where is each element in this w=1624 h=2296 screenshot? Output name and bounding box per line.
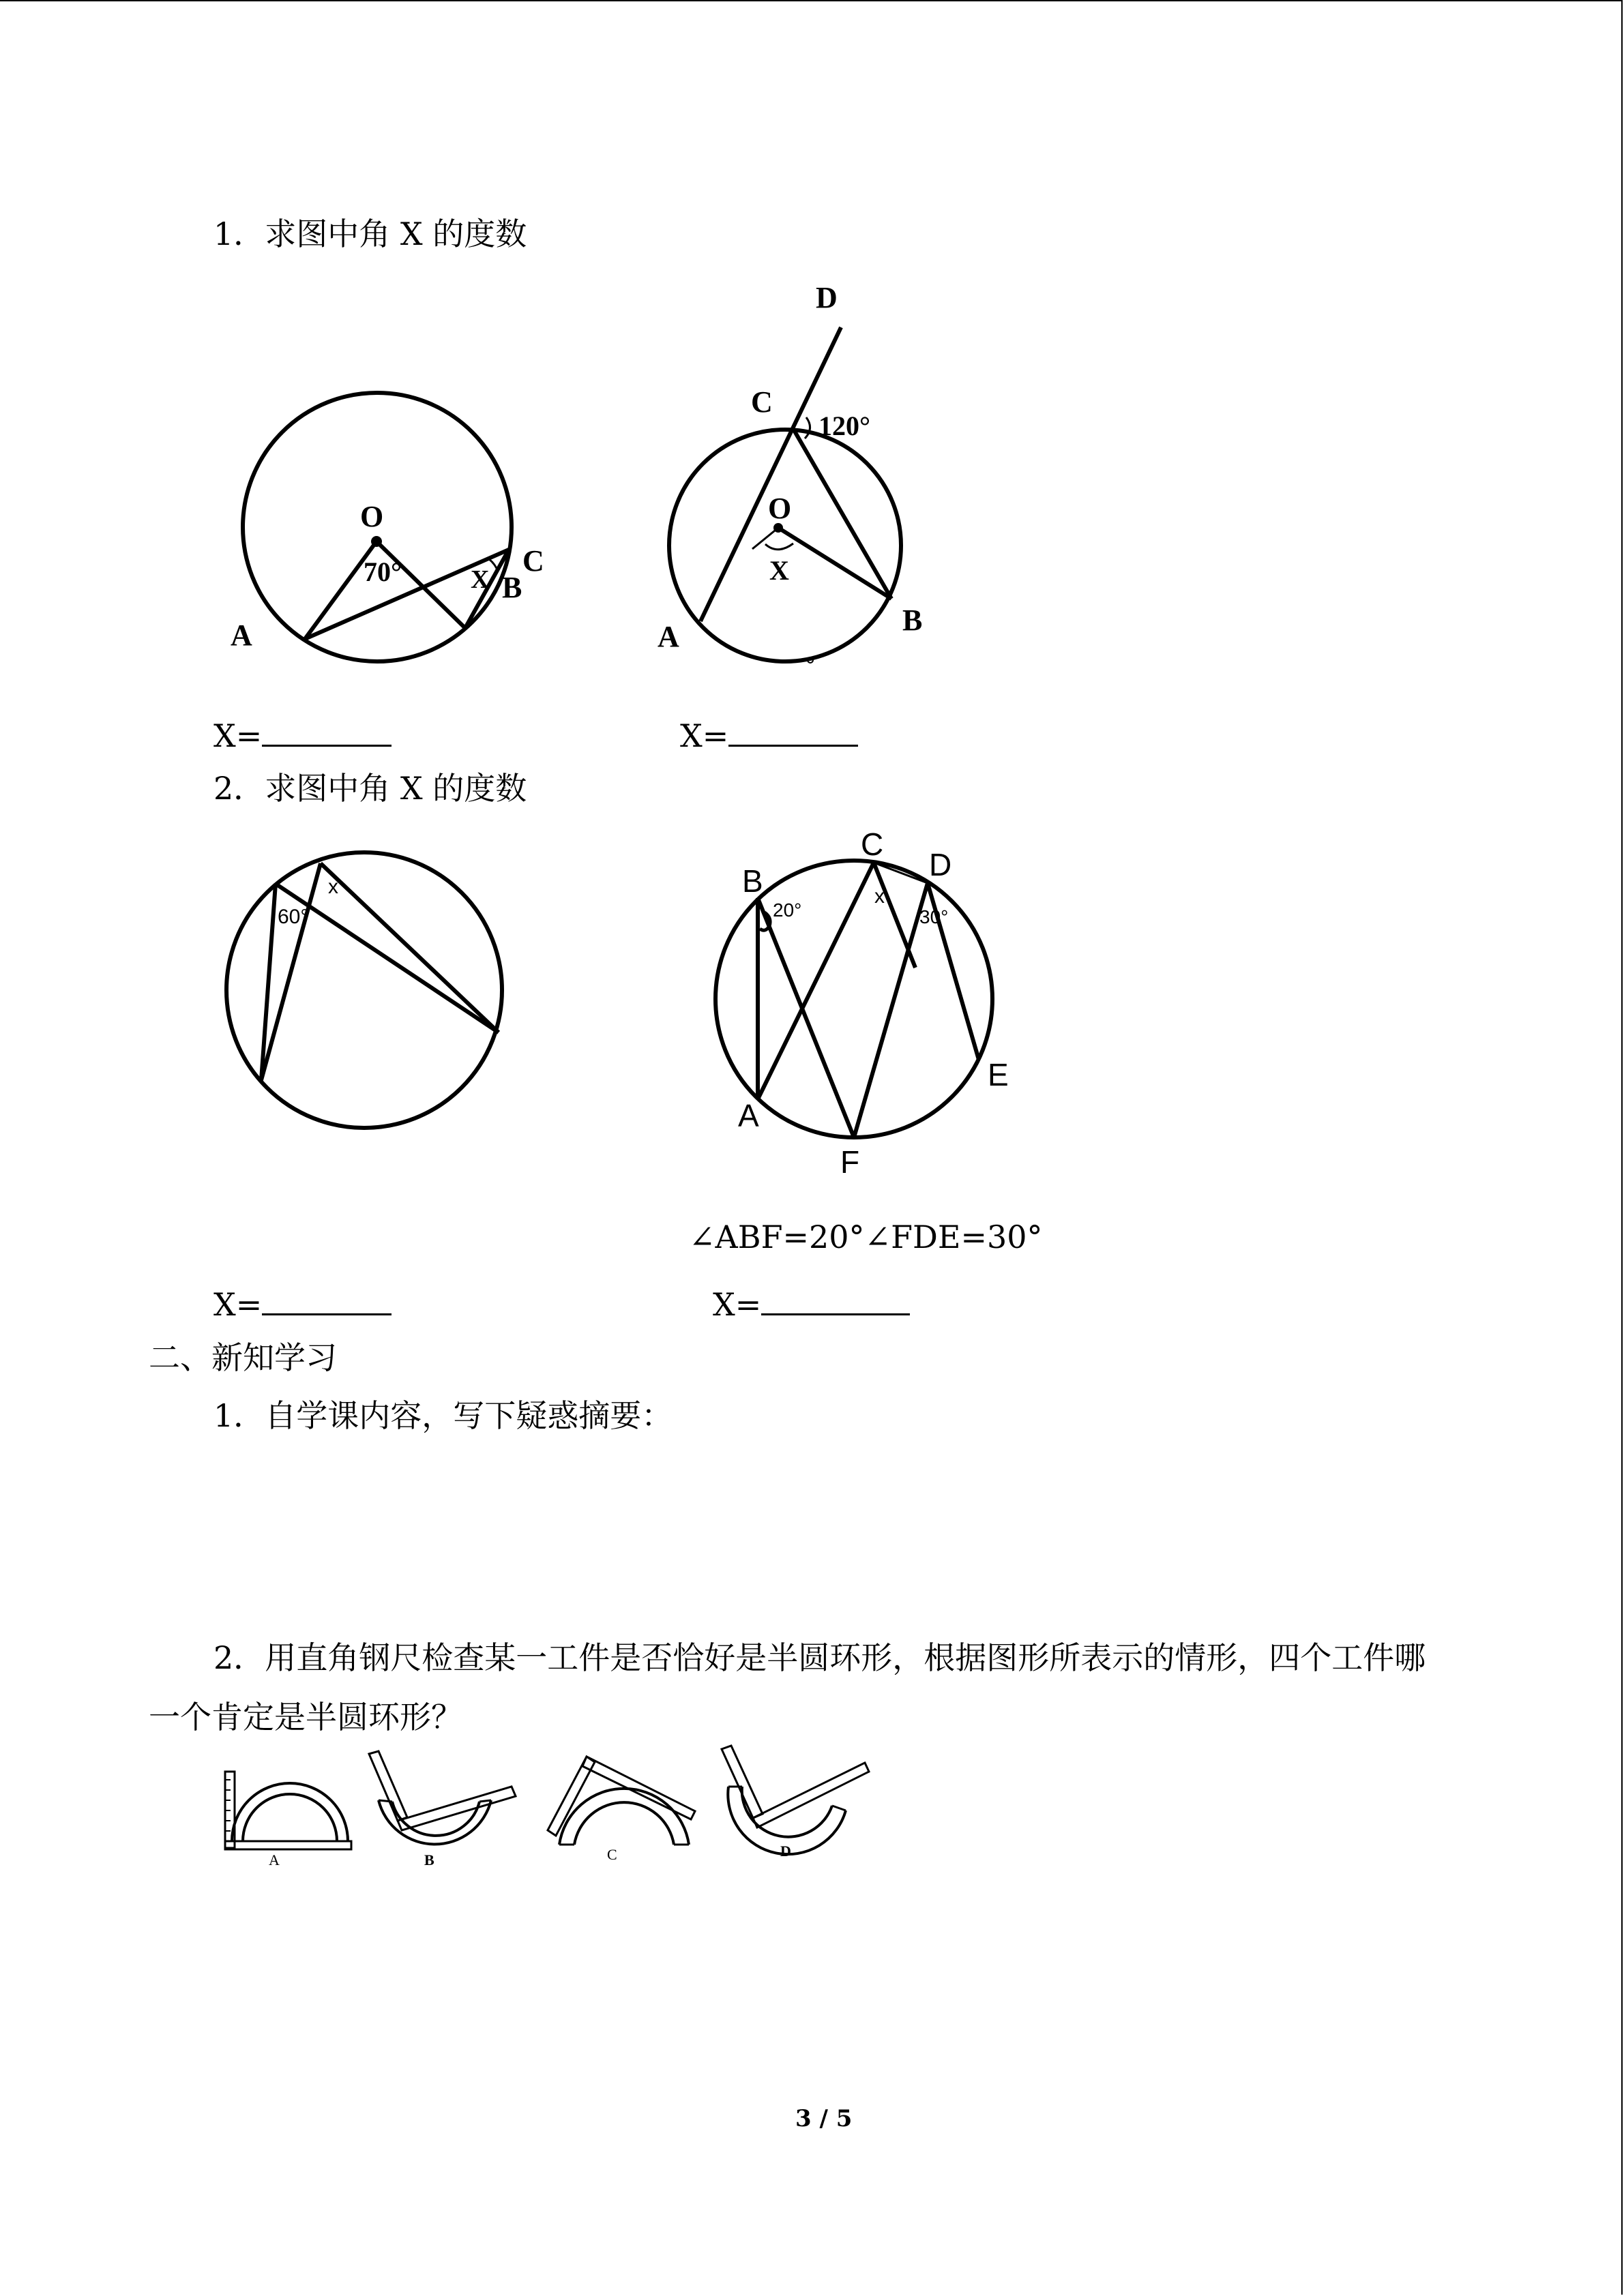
q2-given: ∠ABF=20°∠FDE=30°	[689, 1219, 1043, 1255]
q1-figure-1	[218, 382, 573, 682]
option-a-figure	[225, 1772, 351, 1868]
q1-answer-1-label: X=	[213, 717, 263, 754]
q1f2-label-b: B	[902, 603, 923, 637]
section2-item2-line2: 一个肯定是半圆环形？	[149, 1699, 462, 1735]
q2f2-label-e: E	[988, 1057, 1009, 1092]
q2-answer-1-blank[interactable]	[262, 1286, 392, 1315]
q2f2-label-f: F	[840, 1144, 860, 1180]
q2f2-label-a: A	[738, 1098, 759, 1133]
q2f2-label-angle-d: 30°	[919, 906, 949, 927]
q1f1-label-b: B	[502, 571, 522, 604]
q1-answer-1	[213, 717, 392, 754]
q2-figure-1	[218, 839, 512, 1132]
q2f2-label-c: C	[861, 826, 884, 862]
q2f2-label-b: B	[742, 863, 763, 899]
option-a-label: A	[269, 1851, 280, 1868]
q1-figure-2	[648, 273, 941, 682]
q1-prompt: 1．求图中角 X 的度数	[213, 215, 527, 252]
section2-item2-line1: 2．用直角钢尺检查某一工件是否恰好是半圆环形，根据图形所表示的情形，四个工件哪	[213, 1639, 1426, 1676]
workpiece-options-figure	[218, 1739, 873, 1875]
q2f1-label-x: x	[328, 876, 338, 898]
page-number: 3 / 5	[795, 2105, 853, 2132]
q1f1-label-angle: 70°	[364, 556, 402, 587]
q2-answer-2-blank[interactable]	[761, 1286, 910, 1315]
section2-item1: 1．自学课内容，写下疑惑摘要：	[213, 1397, 673, 1434]
q1-answer-2-blank[interactable]	[728, 717, 858, 747]
q2f2-label-angle-b: 20°	[773, 899, 802, 921]
q1-answer-2	[680, 717, 858, 754]
q1f1-label-c: C	[522, 544, 544, 578]
option-c-figure	[548, 1757, 695, 1863]
option-d-label: D	[780, 1843, 791, 1860]
q1-answer-1-blank[interactable]	[262, 717, 392, 747]
q1f1-label-a: A	[231, 618, 252, 652]
q2-answer-1	[213, 1286, 392, 1323]
q2f2-label-d: D	[929, 847, 952, 882]
q2f2-label-x: x	[874, 885, 885, 908]
option-c-label: C	[607, 1846, 617, 1863]
q1f1-label-o: O	[360, 500, 384, 533]
q2-answer-1-label: X=	[213, 1286, 263, 1323]
option-d-figure	[722, 1746, 869, 1860]
q1f1-label-x: X	[471, 565, 490, 594]
q2-answer-2	[713, 1286, 910, 1323]
q1f2-label-d: D	[816, 281, 838, 314]
q1f2-label-a: A	[658, 620, 679, 653]
q2-prompt: 2．求图中角 X 的度数	[213, 770, 527, 807]
option-b-figure	[369, 1751, 516, 1868]
q1f2-label-c: C	[751, 385, 773, 419]
q1f2-label-angle: 120°	[818, 411, 870, 441]
q1f2-label-o: O	[768, 492, 792, 525]
q1-answer-2-label: X=	[680, 717, 729, 754]
q2f1-label-angle: 60°	[278, 906, 309, 928]
q2-answer-2-label: X=	[713, 1286, 762, 1323]
q1f2-label-x: X	[769, 555, 789, 586]
q2-figure-2	[723, 818, 1030, 1187]
section2-title: 二、新知学习	[149, 1339, 337, 1376]
option-b-label: B	[424, 1851, 434, 1868]
